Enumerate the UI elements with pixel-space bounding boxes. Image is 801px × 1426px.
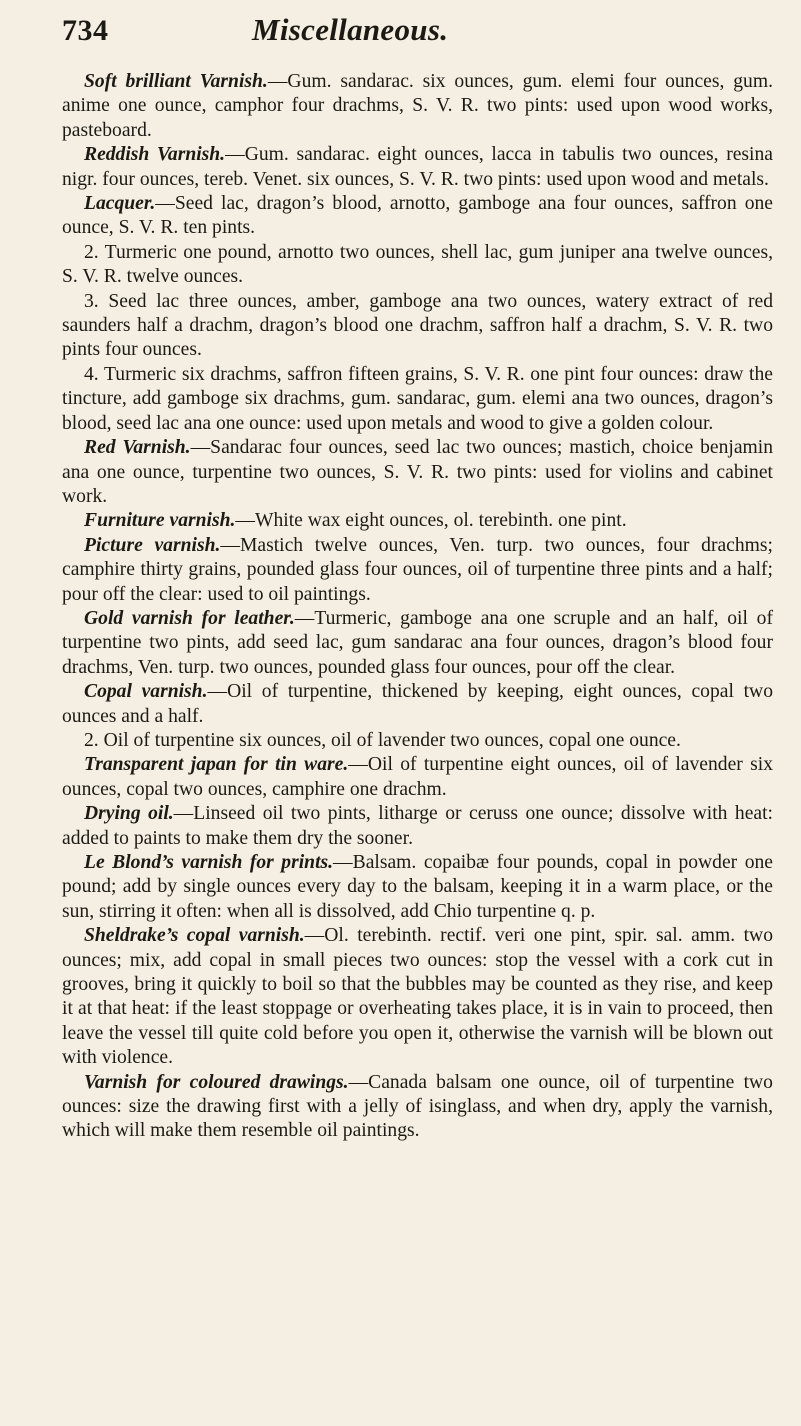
entry-reddish-varnish — [62, 143, 773, 192]
entry-text: —Mastich twelve ounces, Ven. turp. two ounces, four drachms; camphire thirty grains, pounded glass four ounces, oil of turpentine three pints and a half; pour off the clear: used to oil paintings. — [62, 534, 773, 605]
entry-lacquer — [62, 192, 773, 241]
entry-text: —Linseed oil two pints, litharge or ceruss one ounce; dissolve with heat: added to paints to make them dry the sooner. — [62, 803, 774, 849]
entry-text: 2. Turmeric one pound, arnotto two ounces, shell lac, gum juniper ana twelve ounces, S. V. R. twelve ounces. — [62, 241, 773, 288]
entry-title: Gold varnish for leather. — [84, 607, 295, 629]
entry-title: Furniture varnish. — [84, 510, 236, 532]
entry-text: —Turmeric, gamboge ana one scruple and an half, oil of turpentine two pints, add seed lac, gum sandarac ana four ounces, dragon’s blood four drachms, Ven. turp. two ounces, pounded glass four ounces, pour off the clear. — [62, 607, 773, 678]
page-number: 734 — [62, 14, 109, 47]
entry-gold-varnish — [62, 607, 773, 680]
entry-title: Red Varnish. — [84, 437, 191, 459]
entry-title: Sheldrake’s copal varnish. — [84, 925, 305, 947]
entry-lacquer-2 — [62, 241, 773, 290]
entry-picture-varnish — [62, 534, 773, 607]
entry-red-varnish — [62, 436, 773, 509]
entry-title: Drying oil. — [84, 803, 174, 825]
entry-text: —Gum. sandarac. six ounces, gum. elemi four ounces, gum. anime one ounce, camphor four drachms, S. V. R. two pints: used upon wood works, pasteboard. — [62, 71, 773, 141]
entry-title: Picture varnish. — [84, 534, 221, 556]
entry-text: —Balsam. copaibæ four pounds, copal in powder one pound; add by single ounces every day to the balsam, keeping it in a warm place, or the sun, stirring it often: when all is dissolved, add Chio turpentine q. p. — [62, 852, 773, 922]
entry-text: —Gum. sandarac. eight ounces, lacca in tabulis two ounces, resina nigr. four ounces, tereb. Venet. six ounces, S. V. R. two pints: used upon wood and metals. — [62, 144, 773, 190]
entry-text: —Ol. terebinth. rectif. veri one pint, spir. sal. amm. two ounces; mix, add copal in small pieces two ounces: stop the vessel with a cork cut in grooves, bring it quickly to boil so that the bubbles may be counted as they rise, and keep it at that heat: if the least stoppage or overheating takes place, it is in vain to proceed, then leave the vessel till quite cold before you open it, otherwise the varnish will be blown out with violence. — [62, 925, 773, 1069]
entry-text: —White wax eight ounces, ol. terebinth. one pint. — [235, 510, 627, 532]
entry-transparent-japan — [62, 753, 773, 802]
entry-title: Varnish for coloured drawings. — [84, 1071, 349, 1093]
entry-text: —Oil of turpentine eight ounces, oil of lavender six ounces, copal two ounces, camphire one drachm. — [62, 754, 773, 800]
entry-title: Lacquer. — [84, 193, 156, 215]
entry-title: Copal varnish. — [84, 681, 208, 703]
entry-title: Soft brilliant Varnish. — [84, 71, 268, 92]
entry-sheldrake-varnish — [62, 924, 773, 1070]
entry-title: Le Blond’s varnish for prints. — [84, 852, 334, 873]
page-header — [62, 12, 773, 64]
entry-text: 2. Oil of turpentine six ounces, oil of lavender two ounces, copal one ounce. — [84, 729, 681, 751]
entry-text: —Seed lac, dragon’s blood, arnotto, gamboge ana four ounces, saffron one ounce, S. V. R. ten pints. — [62, 193, 773, 239]
entry-soft-brilliant-varnish — [62, 70, 773, 143]
entry-text: —Canada balsam one ounce, oil of turpentine two ounces: size the drawing first with a jelly of isinglass, and when dry, apply the varnish, which will make them resemble oil paintings. — [62, 1071, 773, 1142]
entry-lacquer-4 — [62, 363, 773, 436]
entry-title: Transparent japan for tin ware. — [84, 754, 349, 776]
entry-le-blond-varnish — [62, 851, 773, 924]
page-body — [62, 70, 773, 1144]
entry-coloured-drawings-varnish — [62, 1071, 773, 1144]
entry-copal-varnish-2 — [62, 729, 773, 753]
running-title: Miscellaneous. — [252, 12, 449, 47]
entry-furniture-varnish — [62, 509, 773, 533]
entry-text: —Oil of turpentine, thickened by keeping, eight ounces, copal two ounces and a half. — [62, 681, 773, 727]
entry-text: —Sandarac four ounces, seed lac two ounces; mastich, choice benjamin ana one ounce, turpentine two ounces, S. V. R. two pints: used for violins and cabinet work. — [62, 437, 773, 507]
entry-title: Reddish Varnish. — [84, 144, 226, 166]
entry-text: 4. Turmeric six drachms, saffron fifteen grains, S. V. R. one pint four ounces: draw the tincture, add gamboge six drachms, gum. sandarac, gum. elemi ana two ounces, dragon’s blood, seed lac ana one ounce: used upon metals and wood to give a golden colour. — [62, 363, 773, 434]
entry-drying-oil — [62, 802, 773, 851]
entry-copal-varnish — [62, 680, 773, 729]
entry-lacquer-3 — [62, 290, 773, 363]
entry-text: 3. Seed lac three ounces, amber, gamboge ana two ounces, watery extract of red saunders half a drachm, dragon’s blood one drachm, saffron half a drachm, S. V. R. two pints four ounces. — [62, 290, 773, 361]
